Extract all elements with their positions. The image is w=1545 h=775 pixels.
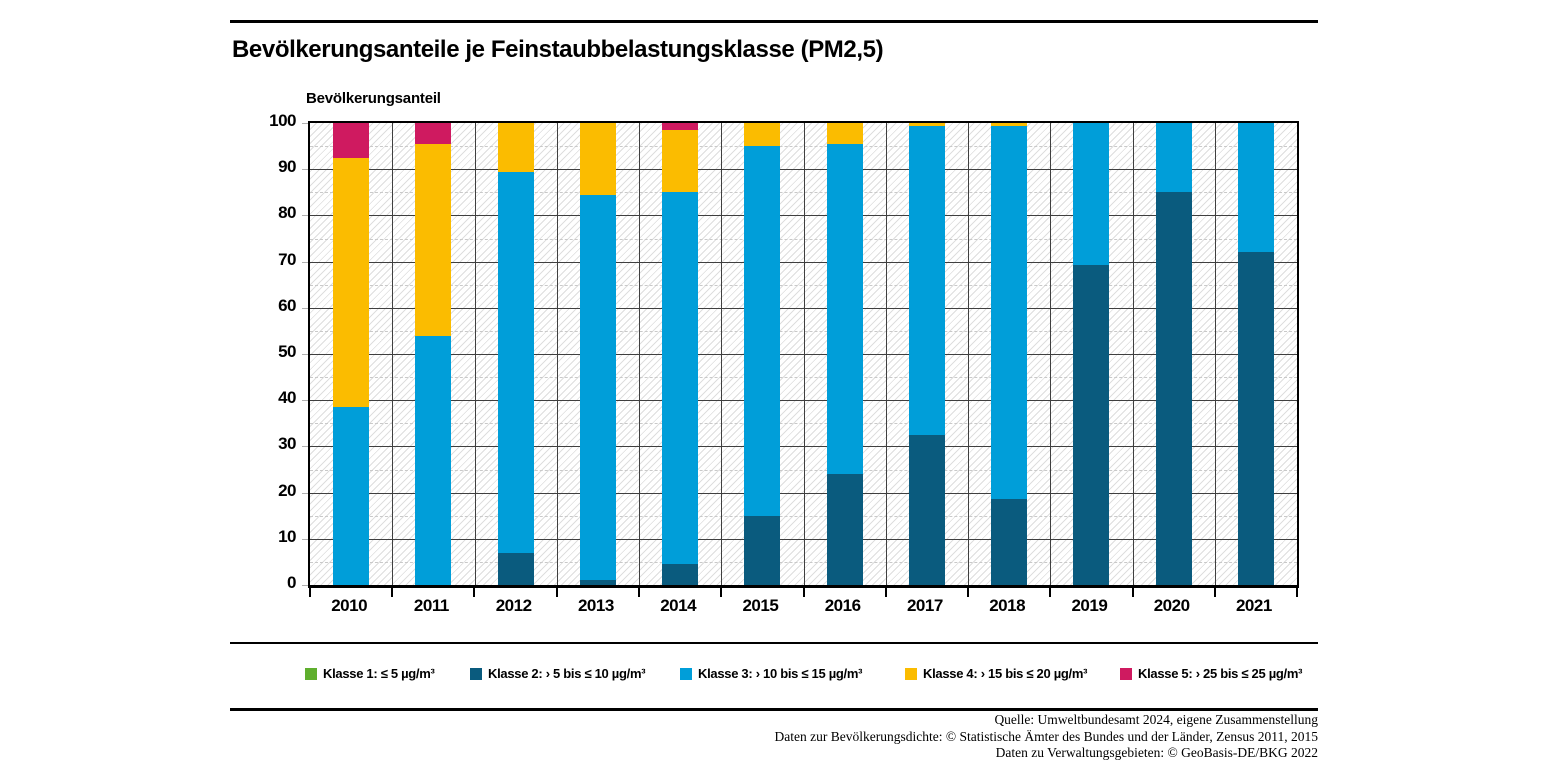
legend-item-klasse-1 [305, 666, 435, 681]
x-tick-label-2015: 2015 [742, 596, 779, 615]
bar-segment-klasse-3 [1156, 123, 1192, 192]
bar-segment-klasse-3 [744, 146, 780, 516]
bar-segment-klasse-2 [1156, 192, 1192, 585]
legend-item-klasse-4 [905, 666, 1087, 681]
bar-column-2018 [968, 123, 1050, 585]
footer-divider-rule [230, 708, 1318, 711]
bar-segment-klasse-4 [827, 123, 863, 144]
bar-column-2015 [721, 123, 803, 585]
bar-stack [333, 123, 369, 585]
legend-label: Klasse 1: ≤ 5 µg/m³ [323, 666, 435, 681]
x-tick-label-2017: 2017 [906, 596, 943, 615]
y-axis-tick [302, 585, 308, 586]
bar-segment-klasse-2 [1238, 252, 1274, 585]
bar-segment-klasse-4 [333, 158, 369, 407]
bar-stack [498, 123, 534, 585]
y-tick-label: 0 [287, 573, 296, 592]
legend-swatch-icon [470, 668, 482, 680]
bar-stack [1073, 123, 1109, 585]
bar-column-2012 [475, 123, 557, 585]
bar-segment-klasse-4 [909, 123, 945, 126]
bar-column-2011 [392, 123, 474, 585]
bar-stack [827, 123, 863, 585]
bar-segment-klasse-4 [662, 130, 698, 192]
source-attribution [418, 712, 1318, 762]
bar-column-2020 [1133, 123, 1215, 585]
chart-title: Bevölkerungsanteile je Feinstaubbelastungsklasse (PM2,5) [232, 36, 884, 63]
y-axis-title: Bevölkerungsanteil [306, 90, 441, 107]
y-tick-label: 60 [278, 295, 296, 315]
footer-line: Quelle: Umweltbundesamt 2024, eigene Zusammenstellung [994, 712, 1318, 727]
bar-segment-klasse-4 [991, 123, 1027, 126]
bar-segment-klasse-3 [909, 126, 945, 435]
y-axis-tick [302, 400, 308, 401]
bar-stack [580, 123, 616, 585]
bar-segment-klasse-3 [498, 172, 534, 553]
bar-stack [991, 123, 1027, 585]
legend-swatch-icon [680, 668, 692, 680]
bar-column-2013 [557, 123, 639, 585]
bar-segment-klasse-3 [415, 336, 451, 585]
x-tick-label-2012: 2012 [495, 596, 532, 615]
bar-segment-klasse-3 [580, 195, 616, 581]
legend-item-klasse-5 [1120, 666, 1302, 681]
bar-column-2019 [1050, 123, 1132, 585]
x-tick-label-2013: 2013 [577, 596, 614, 615]
y-tick-label: 30 [278, 434, 296, 454]
y-tick-label: 50 [278, 342, 296, 361]
bar-column-2017 [886, 123, 968, 585]
y-axis-tick [302, 493, 308, 494]
bar-stack [909, 123, 945, 585]
bar-segment-klasse-3 [1073, 123, 1109, 265]
bar-column-2014 [639, 123, 721, 585]
x-tick-label-2019: 2019 [1071, 596, 1108, 615]
bar-column-2021 [1215, 123, 1297, 585]
plot-area [308, 121, 1299, 588]
bar-segment-klasse-2 [1073, 265, 1109, 585]
legend-label: Klasse 4: › 15 bis ≤ 20 µg/m³ [923, 666, 1088, 681]
bar-segment-klasse-2 [662, 564, 698, 585]
x-tick-label-2011: 2011 [413, 596, 449, 615]
bar-stack [415, 123, 451, 585]
bar-segment-klasse-2 [827, 474, 863, 585]
bar-segment-klasse-5 [662, 123, 698, 130]
y-axis-tick [302, 123, 308, 124]
legend-swatch-icon [905, 668, 917, 680]
bar-segment-klasse-2 [498, 553, 534, 585]
y-axis-tick [302, 446, 308, 447]
bar-column-2010 [310, 123, 392, 585]
bar-stack [662, 123, 698, 585]
x-tick-label-2016: 2016 [824, 596, 861, 615]
footer-line: Daten zur Bevölkerungsdichte: © Statistische Ämter des Bundes und der Länder, Zensus 2011, 2015 [774, 728, 1318, 744]
bar-segment-klasse-2 [580, 580, 616, 585]
bar-segment-klasse-4 [415, 144, 451, 336]
bar-segment-klasse-3 [991, 126, 1027, 498]
y-tick-label: 10 [278, 526, 296, 546]
legend-divider-rule [230, 642, 1318, 644]
bar-segment-klasse-4 [498, 123, 534, 172]
legend-label: Klasse 3: › 10 bis ≤ 15 µg/m³ [698, 666, 863, 681]
x-tick-label-2014: 2014 [660, 596, 697, 615]
x-tick-label-2018: 2018 [989, 596, 1026, 615]
x-axis-tick [1296, 588, 1298, 597]
bar-segment-klasse-5 [415, 123, 451, 144]
x-tick-label-2020: 2020 [1153, 596, 1190, 615]
bar-segment-klasse-3 [1238, 123, 1274, 252]
bar-segment-klasse-2 [991, 499, 1027, 585]
y-axis-tick [302, 169, 308, 170]
y-axis-tick [302, 539, 308, 540]
bar-segment-klasse-3 [662, 192, 698, 564]
bar-column-2016 [804, 123, 886, 585]
chart-legend [230, 660, 1318, 692]
y-axis-tick [302, 354, 308, 355]
x-tick-label-2021: 2021 [1235, 596, 1272, 615]
y-axis-tick [302, 215, 308, 216]
bar-segment-klasse-2 [744, 516, 780, 585]
y-axis-tick [302, 308, 308, 309]
bar-segment-klasse-4 [580, 123, 616, 195]
footer-line: Daten zu Verwaltungsgebieten: © GeoBasis-DE/BKG 2022 [995, 745, 1318, 760]
y-tick-label: 90 [278, 157, 296, 177]
legend-item-klasse-3 [680, 666, 862, 681]
bar-stack [1238, 123, 1274, 585]
bar-segment-klasse-5 [333, 123, 369, 158]
y-tick-label: 40 [278, 388, 296, 408]
bar-segment-klasse-2 [909, 435, 945, 585]
y-axis-tick [302, 262, 308, 263]
legend-item-klasse-2 [470, 666, 645, 681]
legend-label: Klasse 2: › 5 bis ≤ 10 µg/m³ [488, 666, 646, 681]
bar-segment-klasse-3 [827, 144, 863, 474]
legend-label: Klasse 5: › 25 bis ≤ 25 µg/m³ [1138, 666, 1303, 681]
y-tick-label: 80 [278, 203, 296, 223]
bar-segment-klasse-3 [333, 407, 369, 585]
top-divider-rule [230, 20, 1318, 23]
legend-swatch-icon [1120, 668, 1132, 680]
x-tick-label-2010: 2010 [331, 596, 368, 615]
bar-stack [1156, 123, 1192, 585]
legend-swatch-icon [305, 668, 317, 680]
y-tick-label: 20 [278, 480, 296, 500]
bar-segment-klasse-4 [744, 123, 780, 146]
y-tick-label: 100 [269, 111, 296, 130]
bar-stack [744, 123, 780, 585]
y-tick-label: 70 [278, 249, 296, 269]
